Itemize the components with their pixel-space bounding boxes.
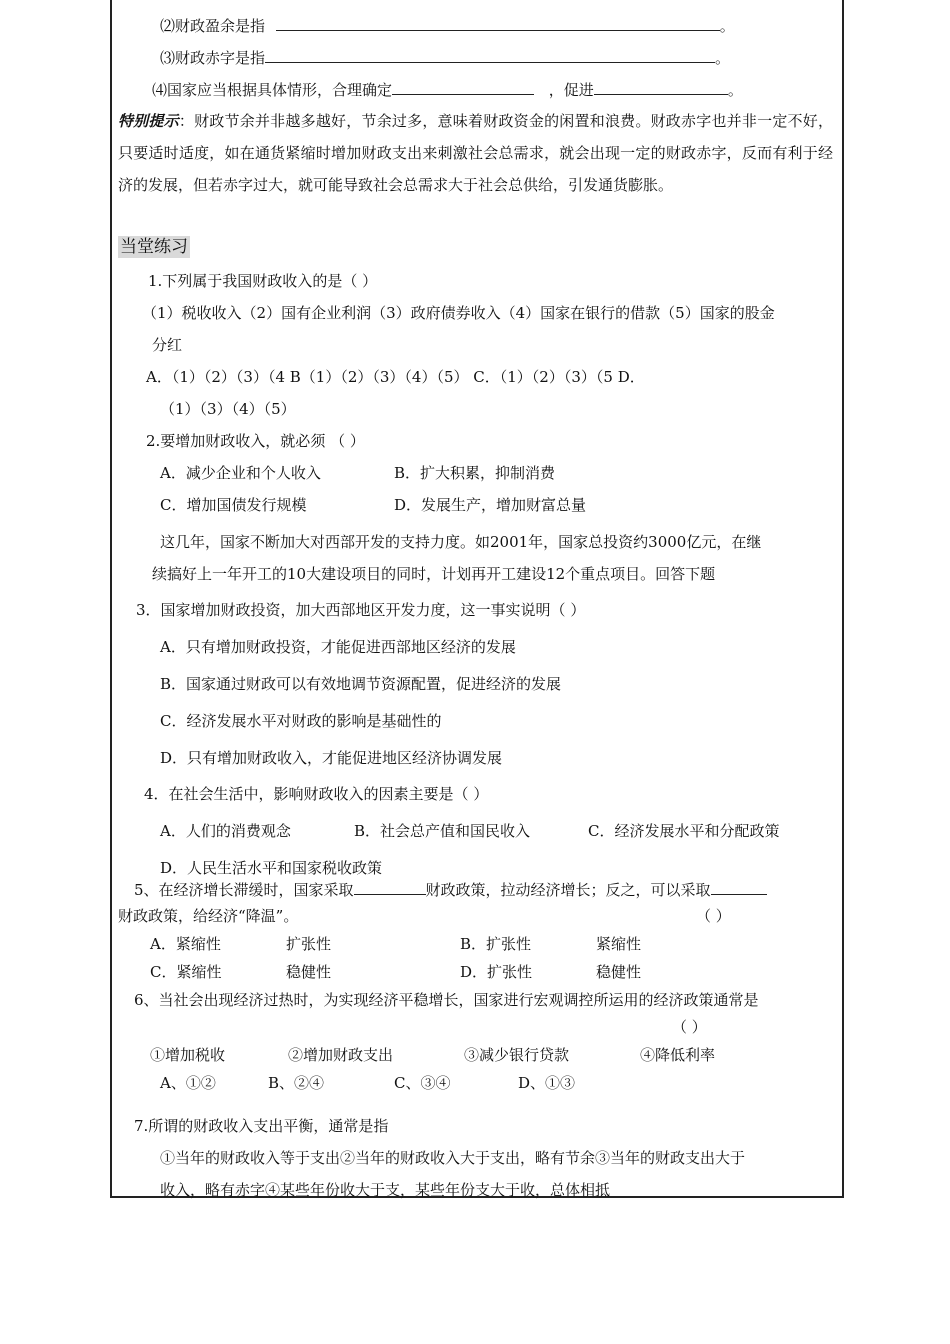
answer-blank[interactable] (265, 48, 715, 63)
hint-text: 财政节余并非越多越好，节余过多，意味着财政资金的闲置和浪费。财政赤字也并非一定不好，只要适时适度，如在通货紧缩时增加财政支出来刺激社会总需求，就会出现一定的财政赤字，反而有利于经济的发展，但若赤字过大，就可能导致社会总需求大于社会总供给，引发通货膨胀。 (118, 112, 833, 194)
hint-label: 特别提示 (118, 112, 179, 130)
answer-blank[interactable] (354, 880, 426, 895)
fill-item-surplus (160, 16, 735, 36)
q3-option-c[interactable]: C．经济发展水平对财政的影响是基础性的 (160, 712, 442, 730)
q5-option-b[interactable]: B．扩张性 (460, 935, 532, 953)
q1-options-line2: （1）（3）（4）（5） (160, 400, 296, 418)
q5-option-a-second: 扩张性 (286, 935, 332, 953)
q6-item-4: ④降低利率 (640, 1046, 716, 1064)
q6-option-b[interactable]: B、②④ (268, 1074, 325, 1092)
fill-item-deficit (160, 48, 730, 68)
q5-option-d[interactable]: D．扩张性 (460, 963, 533, 981)
q6-answer-paren[interactable]: （ ） (672, 1018, 707, 1036)
q2-stem: 2.要增加财政收入，就必须 （ ） (146, 432, 365, 450)
q4-option-d[interactable]: D．人民生活水平和国家税收政策 (160, 859, 383, 877)
q4-option-c[interactable]: C．经济发展水平和分配政策 (588, 822, 780, 840)
special-hint (118, 105, 833, 201)
q2-option-b[interactable]: B．扩大积累，抑制消费 (394, 464, 556, 482)
answer-blank[interactable] (392, 80, 534, 95)
q5-option-b-second: 紧缩性 (596, 935, 642, 953)
fill-item-label: ⑵财政盈余是指 (160, 17, 266, 35)
q6-item-1: ①增加税收 (150, 1046, 226, 1064)
q1-stem: 1.下列属于我国财政收入的是（ ） (148, 272, 378, 290)
fill-item-mid: ，促进 (548, 81, 594, 99)
q2-option-d[interactable]: D．发展生产，增加财富总量 (394, 496, 587, 514)
q6-stem: 6、当社会出现经济过热时，为实现经济平稳增长，国家进行宏观调控所运用的经济政策通常是 (134, 991, 759, 1009)
q5-option-c[interactable]: C．紧缩性 (150, 963, 222, 981)
q6-item-3: ③减少银行贷款 (464, 1046, 570, 1064)
q1-items-line1: （1）税收收入（2）国有企业利润（3）政府债券收入（4）国家在银行的借款（5）国家的股金 (142, 304, 775, 322)
q7-items-line1: ①当年的财政收入等于支出②当年的财政收入大于支出，略有节余③当年的财政支出大于 (160, 1149, 746, 1167)
hint-colon: ： (178, 112, 195, 130)
q5-stem-line2: 财政政策，给经济“降温”。 (118, 907, 299, 925)
q6-item-2: ②增加财政支出 (288, 1046, 394, 1064)
q5-stem-part: 财政政策，拉动经济增长；反之，可以采取 (425, 881, 711, 899)
q4-option-a[interactable]: A．人们的消费观念 (160, 822, 291, 840)
q5-option-a[interactable]: A．紧缩性 (150, 935, 221, 953)
q3-option-b[interactable]: B．国家通过财政可以有效地调节资源配置，促进经济的发展 (160, 675, 562, 693)
q1-options-line1: A．（1）（2）（3）（4 B（1）（2）（3）（4）（5） C．（1）（2）（3）（5 D． (146, 368, 645, 386)
q4-stem: 4．在社会生活中，影响财政收入的因素主要是（ ） (144, 785, 489, 803)
q3-option-a[interactable]: A．只有增加财政投资，才能促进西部地区经济的发展 (160, 638, 516, 656)
q5-option-c-second: 稳健性 (286, 963, 332, 981)
q3-option-d[interactable]: D．只有增加财政收入，才能促进地区经济协调发展 (160, 749, 503, 767)
fill-item-end: 。 (727, 81, 743, 99)
passage-line2: 续搞好上一年开工的10大建设项目的同时，计划再开工建设12个重点项目。回答下题 (152, 565, 716, 583)
passage-line1: 这几年，国家不断加大对西部开发的支持力度。如2001年，国家总投资约3000亿元，在继 (160, 533, 762, 551)
q4-option-b[interactable]: B．社会总产值和国民收入 (354, 822, 531, 840)
q5-answer-paren[interactable]: （ ） (696, 907, 731, 925)
q7-stem: 7.所谓的财政收入支出平衡，通常是指 (134, 1117, 389, 1135)
fill-item-label: ⑶财政赤字是指 (160, 49, 266, 67)
answer-blank[interactable] (594, 80, 728, 95)
fill-item-label: ⑷国家应当根据具体情形，合理确定 (152, 81, 393, 99)
q6-option-d[interactable]: D、①③ (518, 1074, 576, 1092)
q2-option-c[interactable]: C．增加国债发行规模 (160, 496, 307, 514)
section-title: 当堂练习 (120, 237, 188, 257)
answer-blank[interactable] (711, 880, 767, 895)
answer-blank[interactable] (276, 16, 720, 31)
fill-item-end: 。 (715, 49, 731, 67)
fill-item-policy (152, 80, 743, 100)
q3-stem: 3．国家增加财政投资，加大西部地区开发力度，这一事实说明（ ） (136, 601, 586, 619)
q1-items-line2: 分红 (152, 336, 183, 354)
q5-option-d-second: 稳健性 (596, 963, 642, 981)
q6-option-a[interactable]: A、①② (160, 1074, 216, 1092)
q7-items-line2: 收入，略有赤字④某些年份收大于支，某些年份支大于收，总体相抵 (160, 1181, 611, 1199)
fill-item-end: 。 (719, 17, 735, 35)
q2-option-a[interactable]: A．减少企业和个人收入 (160, 464, 321, 482)
q5-stem-line1 (134, 880, 767, 900)
q6-option-c[interactable]: C、③④ (394, 1074, 451, 1092)
q5-stem-part: 5、在经济增长滞缓时，国家采取 (134, 881, 354, 899)
